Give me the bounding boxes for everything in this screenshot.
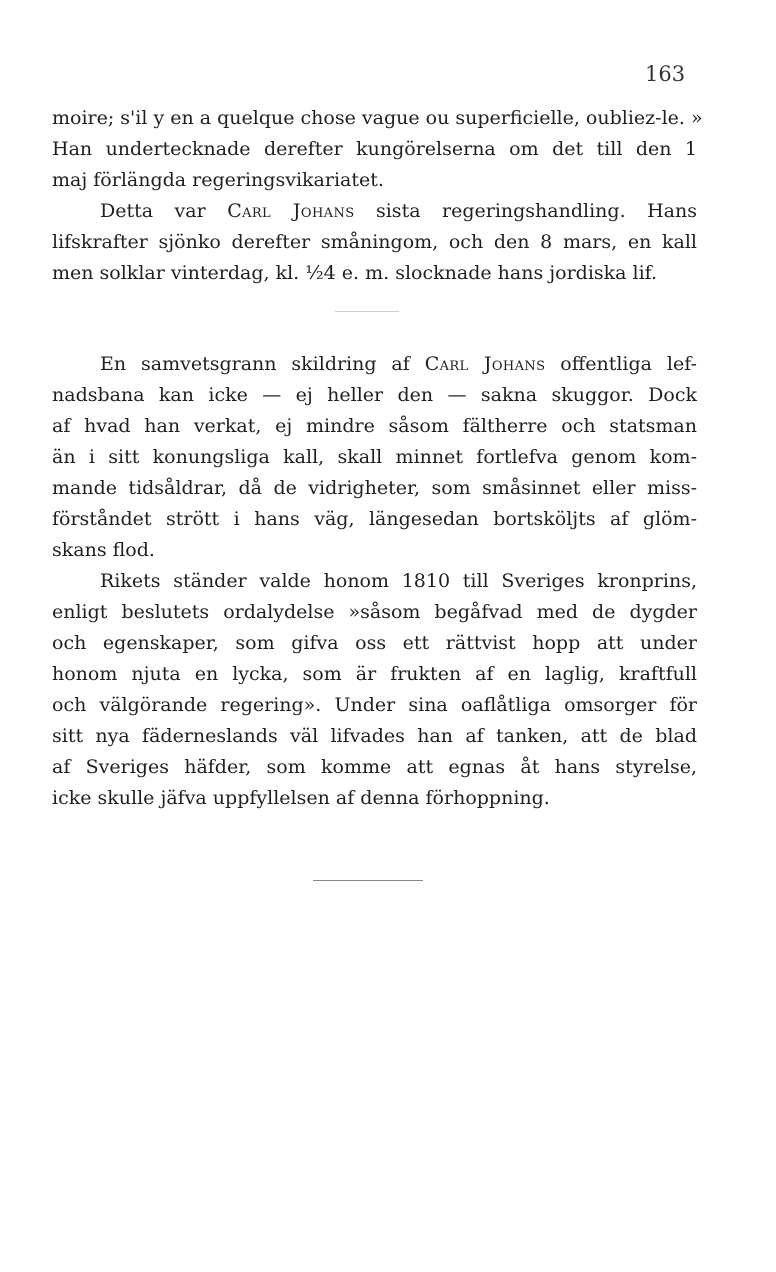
text-line: enligt beslutets ordalydelse »såsom begåfvad med de dygder: [52, 601, 697, 623]
text-line: af hvad han verkat, ej mindre såsom fältherre och statsman: [52, 415, 697, 437]
text-fragment: En samvetsgrann skildring af: [100, 353, 425, 375]
text-line: skans flod.: [52, 539, 155, 561]
text-line: Rikets ständer valde honom 1810 till Sveriges kronprins,: [100, 570, 697, 592]
end-rule: [313, 880, 423, 881]
text-fragment: offentliga lef-: [545, 353, 697, 375]
person-name: Carl Johans: [227, 200, 355, 222]
text-line: nadsbana kan icke — ej heller den — sakna skuggor. Dock: [52, 384, 697, 406]
section-divider: [335, 311, 399, 312]
text-line: moire; s'il y en a quelque chose vague ou superficielle, oubliez-le. »: [52, 107, 703, 129]
text-line: men solklar vinterdag, kl. ½4 e. m. slocknade hans jordiska lif.: [52, 262, 658, 284]
text-line: än i sitt konungsliga kall, skall minnet fortlefva genom kom-: [52, 446, 697, 468]
text-line: [100, 197, 697, 225]
text-line: Han undertecknade derefter kungörelserna om det till den 1: [52, 138, 697, 160]
text-line: och välgörande regering». Under sina oaflåtliga omsorger för: [52, 694, 697, 716]
text-line: honom njuta en lycka, som är frukten af en laglig, kraftfull: [52, 663, 697, 685]
text-fragment: sista regeringshandling. Hans: [354, 200, 697, 222]
text-line: sitt nya fäderneslands väl lifvades han af tanken, att de blad: [52, 725, 697, 747]
text-line: och egenskaper, som gifva oss ett rättvist hopp att under: [52, 632, 697, 654]
text-line: mande tidsåldrar, då de vidrigheter, som småsinnet eller miss-: [52, 477, 697, 499]
text-line: förståndet strött i hans väg, längesedan bortsköljts af glöm-: [52, 508, 697, 530]
text-line: af Sveriges häfder, som komme att egnas åt hans styrelse,: [52, 756, 697, 778]
person-name: Carl Johans: [424, 353, 546, 375]
text-line: [100, 350, 697, 378]
text-fragment: Detta var: [100, 200, 228, 222]
text-line: lifskrafter sjönko derefter småningom, och den 8 mars, en kall: [52, 231, 697, 253]
page-number: 163: [645, 62, 686, 86]
text-line: maj förlängda regeringsvikariatet.: [52, 169, 384, 191]
text-line: icke skulle jäfva uppfyllelsen af denna förhoppning.: [52, 787, 550, 809]
